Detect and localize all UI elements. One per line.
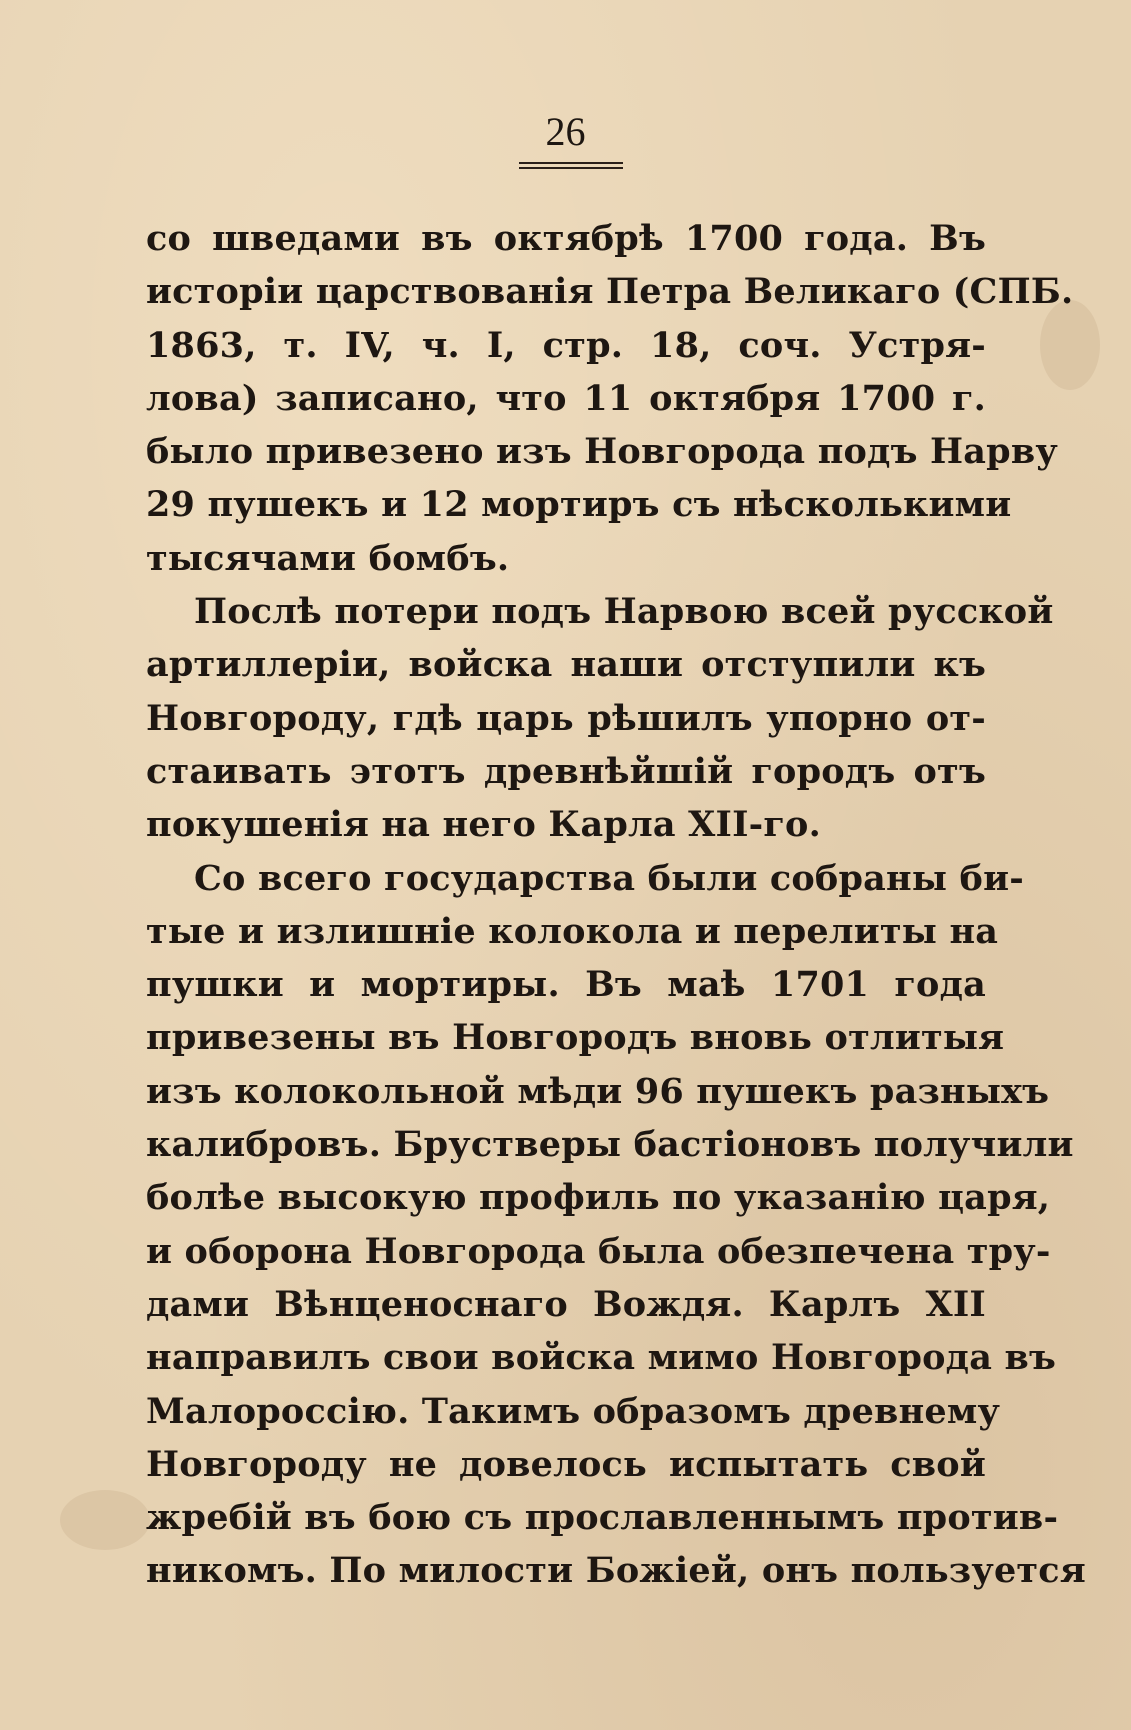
text-line: покушенія на него Карла XII-го. (146, 804, 821, 846)
body-text (146, 212, 1086, 1598)
text-line: артиллеріи, войска наши отступили къ (146, 644, 986, 686)
text-line: Послѣ потери подъ Нарвою всей русской (194, 591, 1054, 633)
page-number: 26 (545, 109, 586, 154)
text-line: болѣе высокую профиль по указанію царя, (146, 1177, 1051, 1219)
text-line: жребій въ бою съ прославленнымъ против- (146, 1497, 1059, 1539)
text-line: стаивать этотъ древнѣйшій городъ отъ (146, 750, 986, 792)
text-line: тые и излишніе колокола и перелиты на (146, 910, 999, 952)
text-line: дами Вѣнценоснаго Вождя. Карлъ XII (146, 1283, 986, 1325)
text-line: изъ колокольной мѣди 96 пушекъ разныхъ (146, 1070, 1050, 1112)
text-line: 29 пушекъ и 12 мортиръ съ нѣсколькими (146, 484, 1012, 526)
paper-stain (60, 1490, 150, 1550)
paper-stain (1040, 300, 1100, 390)
text-line: направилъ свои войска мимо Новгорода въ (146, 1337, 1057, 1379)
text-line: Со всего государства были собраны би- (194, 857, 1024, 899)
text-line: калибровъ. Брустверы бастіоновъ получили (146, 1124, 1074, 1166)
text-line: пушки и мортиры. Въ маѣ 1701 года (146, 964, 986, 1006)
text-line: было привезено изъ Новгорода подъ Нарву (146, 431, 1058, 473)
text-line: привезены въ Новгородъ вновь отлитыя (146, 1017, 1005, 1059)
text-line: со шведами въ октябрѣ 1700 года. Въ (146, 218, 986, 259)
double-rule-divider (519, 162, 623, 169)
text-line: никомъ. По милости Божіей, онъ пользуется (146, 1550, 1086, 1592)
text-line: Новгороду, гдѣ царь рѣшилъ упорно от- (146, 697, 986, 739)
text-line: исторіи царствованія Петра Великаго (СПБ. (146, 271, 1074, 313)
text-line: Новгороду не довелось испытать свой (146, 1443, 986, 1485)
text-line: и оборона Новгорода была обезпечена тру- (146, 1230, 1051, 1272)
text-line: 1863, т. IV, ч. I, стр. 18, соч. Устря- (146, 324, 986, 366)
text-line: лова) записано, что 11 октября 1700 г. (146, 377, 986, 419)
text-line: Малороссію. Такимъ образомъ древнему (146, 1390, 1001, 1432)
text-line: тысячами бомбъ. (146, 537, 510, 579)
